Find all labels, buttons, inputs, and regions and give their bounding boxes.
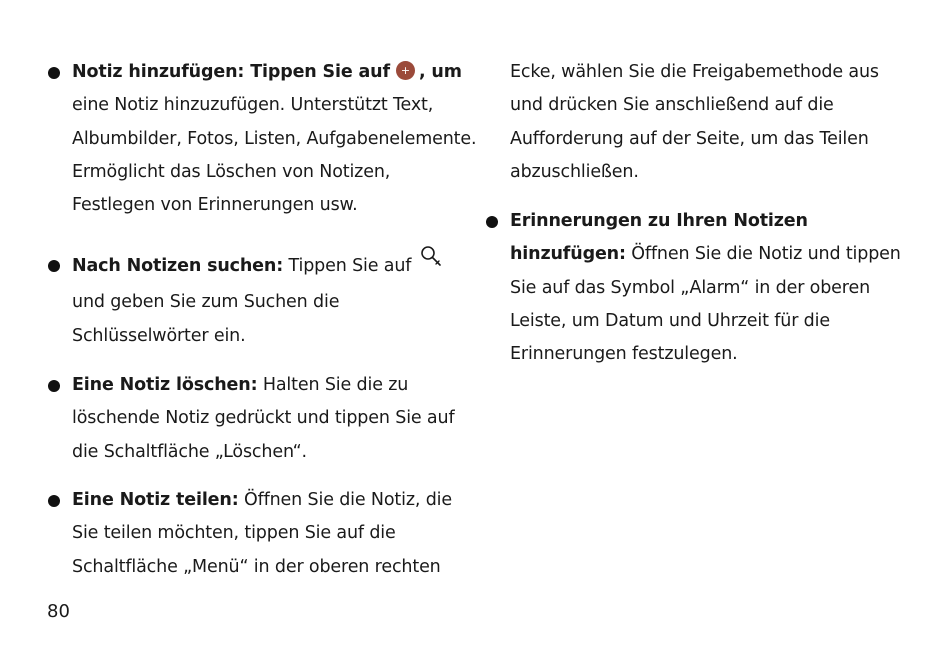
item-line: abzuschließen. bbox=[510, 161, 639, 182]
item-text: Öffnen Sie die Notiz und tippen bbox=[625, 244, 901, 265]
bullet bbox=[48, 495, 60, 507]
right-column bbox=[486, 56, 916, 372]
item-line: Sie auf das Symbol „Alarm“ in der oberen bbox=[510, 277, 871, 298]
item-line: Schaltfläche „Menü“ in der oberen rechten bbox=[72, 556, 441, 577]
item-line: und drücken Sie anschließend auf die bbox=[510, 95, 834, 116]
bullet bbox=[48, 67, 60, 79]
left-column bbox=[48, 56, 478, 584]
bullet bbox=[48, 260, 60, 272]
item-line bbox=[72, 484, 478, 517]
list-item-delete-note bbox=[48, 369, 478, 469]
list-item-share-note bbox=[48, 484, 478, 584]
item-line bbox=[72, 246, 478, 286]
item-line: Albumbilder, Fotos, Listen, Aufgabenelemente. bbox=[72, 128, 477, 149]
item-title: Notiz hinzufügen: Tippen Sie auf bbox=[72, 62, 390, 82]
item-title: Eine Notiz teilen: bbox=[72, 489, 239, 510]
bullet bbox=[486, 216, 498, 228]
item-line: Ermöglicht das Löschen von Notizen, bbox=[72, 161, 391, 182]
add-circle-icon: + bbox=[396, 61, 415, 80]
bullet bbox=[48, 380, 60, 392]
item-line: Aufforderung auf der Seite, um das Teilen bbox=[510, 128, 869, 149]
item-line: löschende Notiz gedrückt und tippen Sie auf bbox=[72, 408, 455, 429]
item-line: Ecke, wählen Sie die Freigabemethode aus bbox=[510, 62, 879, 82]
page-number: 80 bbox=[47, 601, 70, 622]
list-item-share-continued bbox=[486, 56, 916, 189]
item-line bbox=[510, 238, 916, 271]
item-line bbox=[72, 369, 478, 402]
item-line: Sie teilen möchten, tippen Sie auf die bbox=[72, 523, 396, 544]
item-line: eine Notiz hinzuzufügen. Unterstützt Text, bbox=[72, 95, 434, 116]
item-title: Eine Notiz löschen: bbox=[72, 375, 258, 396]
list-item-add-reminder bbox=[486, 205, 916, 371]
item-line: Festlegen von Erinnerungen usw. bbox=[72, 195, 358, 216]
item-line bbox=[72, 56, 478, 89]
item-line: und geben Sie zum Suchen die bbox=[72, 292, 340, 313]
item-text: Halten Sie die zu bbox=[257, 375, 409, 396]
item-line: Erinnerungen festzulegen. bbox=[510, 344, 738, 365]
search-icon bbox=[419, 244, 445, 270]
list-item-add-note bbox=[48, 56, 478, 222]
item-line: Schlüsselwörter ein. bbox=[72, 325, 246, 346]
item-text: Öffnen Sie die Notiz, die bbox=[238, 489, 452, 510]
item-title: Erinnerungen zu Ihren Notizen bbox=[510, 211, 808, 232]
item-title: Nach Notizen suchen: bbox=[72, 256, 284, 277]
list-item-search-notes bbox=[48, 246, 478, 353]
item-line: die Schaltfläche „Löschen“. bbox=[72, 441, 307, 462]
item-text: Tippen Sie auf bbox=[283, 256, 412, 277]
item-line: Leiste, um Datum und Uhrzeit für die bbox=[510, 311, 830, 332]
item-title-cont: hinzufügen: bbox=[510, 244, 626, 265]
item-title-suffix: , um bbox=[418, 62, 462, 82]
